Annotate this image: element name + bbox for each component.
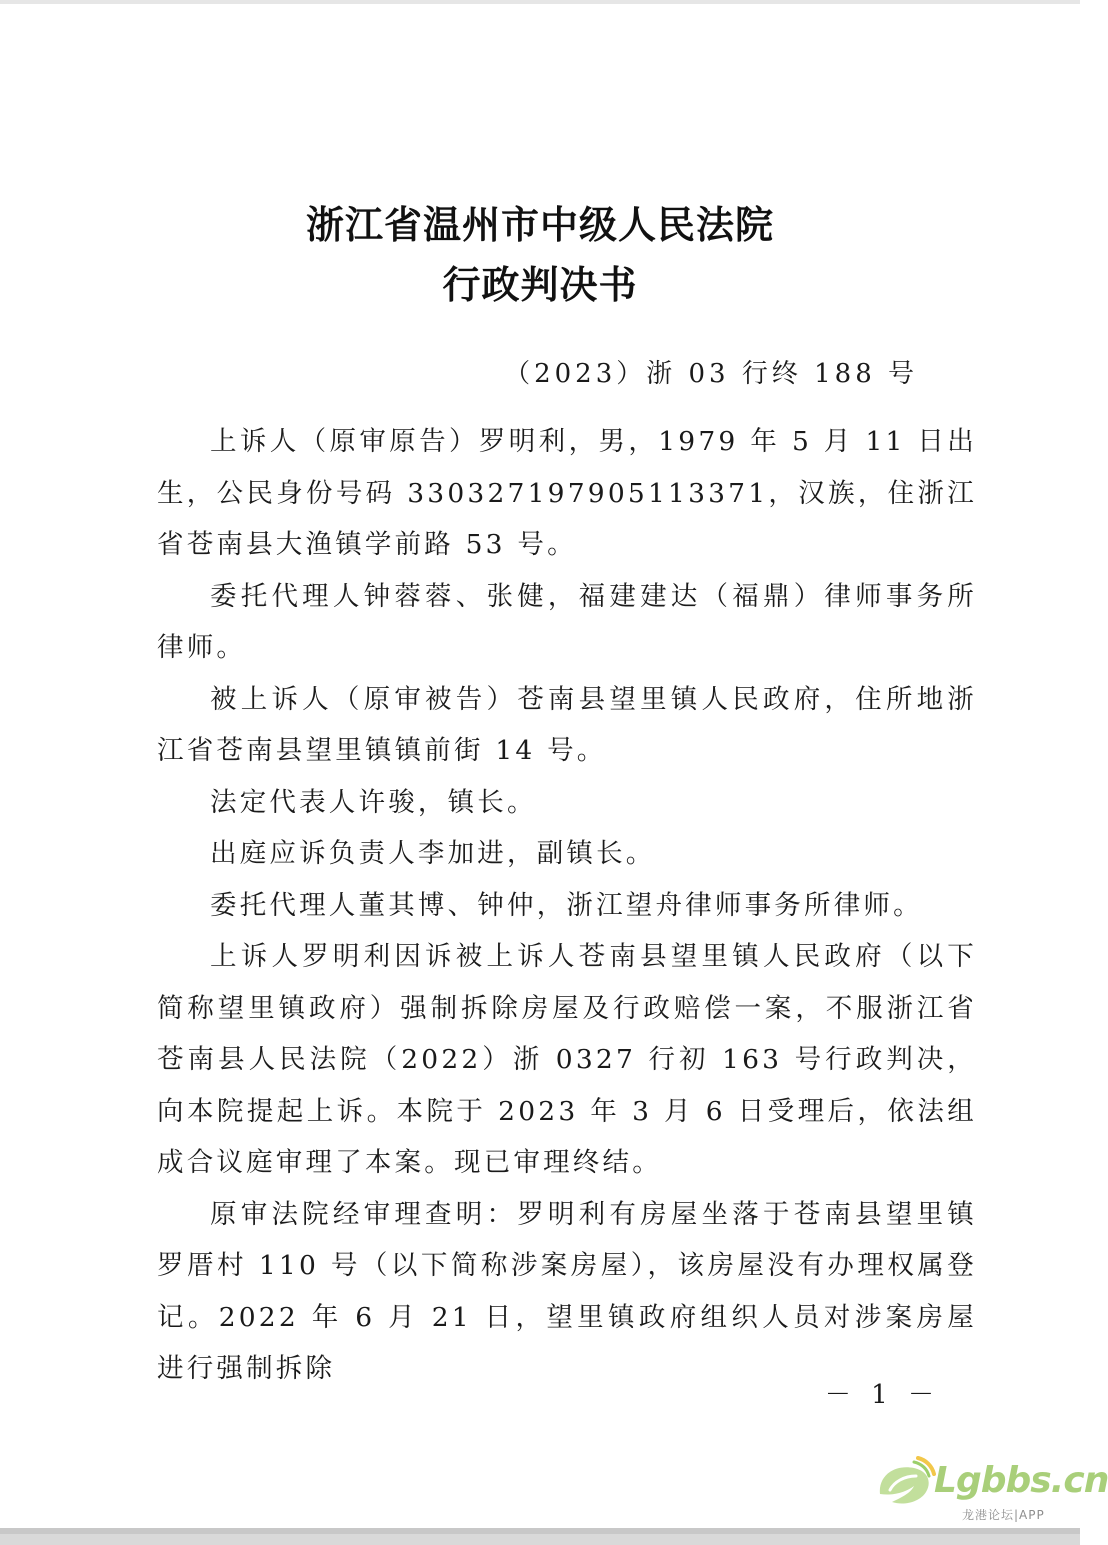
paragraph-case-summary: 上诉人罗明利因诉被上诉人苍南县望里镇人民政府（以下简称望里镇政府）强制拆除房屋及行政赔偿一案，不服浙江省苍南县人民法院（2022）浙 0327 行初 163 号行政判决，向本院提起上诉。本院于 2023 年 3 月 6 日受理后，依法组成合议庭审理了本案。现已审理终结。 <box>157 941 977 1178</box>
paragraph-appellee-agent: 委托代理人董其博、钟仲，浙江望舟律师事务所律师。 <box>210 889 923 921</box>
court-name-heading: 浙江省温州市中级人民法院 <box>305 202 774 247</box>
bottom-edge-shade <box>0 1528 1080 1534</box>
site-watermark <box>866 1448 1108 1526</box>
page-number: － 1 － <box>824 1380 940 1410</box>
watermark-site-name: Lgbbs.cn <box>934 1460 1108 1501</box>
top-edge-bar <box>0 0 1080 4</box>
bottom-edge-bar <box>0 1528 1080 1545</box>
case-number: （2023）浙 03 行终 188 号 <box>504 359 918 389</box>
document-body <box>157 416 977 1395</box>
paragraph-appellee: 被上诉人（原审被告）苍南县望里镇人民政府，住所地浙江省苍南县望里镇镇前街 14 号。 <box>157 683 977 766</box>
paragraph-findings: 原审法院经审理查明：罗明利有房屋坐落于苍南县望里镇罗厝村 110 号（以下简称涉案房屋），该房屋没有办理权属登记。2022 年 6 月 21 日，望里镇政府组织人员对涉案房屋进行强制拆除 <box>157 1198 977 1384</box>
paragraph-legal-representative: 法定代表人许骏，镇长。 <box>210 786 537 818</box>
leaf-logo-icon <box>870 1454 940 1514</box>
paragraph-appellant: 上诉人（原审原告）罗明利，男，1979 年 5 月 11 日出生，公民身份号码 330327197905113371，汉族，住浙江省苍南县大渔镇学前路 53 号。 <box>157 426 977 560</box>
paragraph-appellant-agent: 委托代理人钟蓉蓉、张健，福建建达（福鼎）律师事务所律师。 <box>157 580 977 663</box>
watermark-subtitle: 龙港论坛|APP <box>962 1508 1045 1522</box>
document-type-heading: 行政判决书 <box>442 262 638 307</box>
paragraph-court-respondent: 出庭应诉负责人李加进，副镇长。 <box>210 838 656 869</box>
